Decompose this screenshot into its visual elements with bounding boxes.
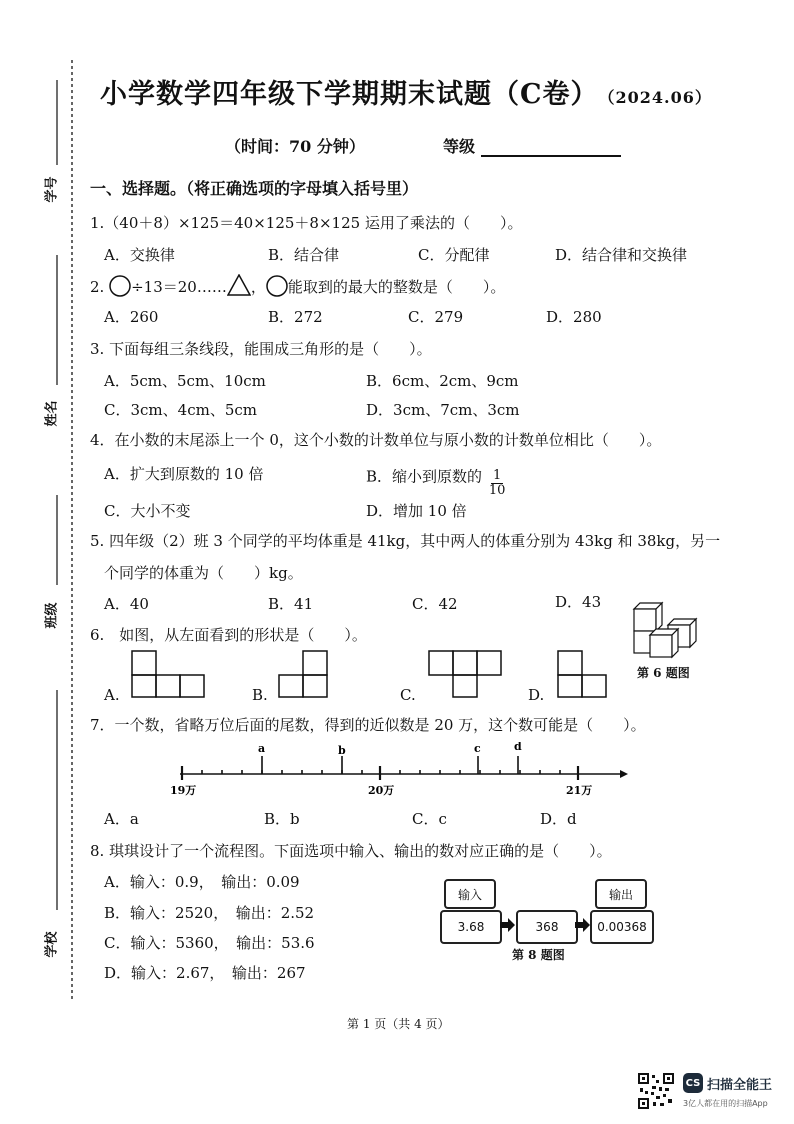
- scanner-logo-icon: CS: [683, 1073, 703, 1093]
- question-3: 3. 下面每组三条线段，能围成三角形的是（ ）。: [90, 340, 432, 358]
- triangle-icon: [227, 274, 251, 296]
- q7-option-d[interactable]: D．d: [540, 810, 577, 828]
- circle-icon: [266, 275, 288, 297]
- section-heading: 一、选择题。（将正确选项的字母填入括号里）: [90, 179, 419, 198]
- question-5: 5. 四年级（2）班 3 个同学的平均体重是 41kg，其中两人的体重分别为 43kg 和 38kg，另一: [90, 532, 721, 550]
- question-7: 7．一个数，省略万位后面的尾数，得到的近似数是 20 万，这个数可能是（ ）。: [90, 716, 646, 734]
- question-6: 6. 如图，从左面看到的形状是（ ）。: [90, 626, 367, 644]
- flow-input-label: 输入: [444, 879, 496, 909]
- label-name: 姓名: [44, 400, 60, 427]
- page-footer: 第 1 页（共 4 页）: [347, 1017, 450, 1031]
- q6-option-c[interactable]: C.: [400, 686, 416, 704]
- q6-option-d[interactable]: D.: [528, 686, 545, 704]
- point-b: b: [338, 744, 346, 757]
- binding-margin: [0, 0, 90, 1040]
- flow-input-box: 3.68: [440, 910, 502, 944]
- question-2: [90, 274, 505, 297]
- q8-option-c[interactable]: C．输入：5360， 输出：53.6: [104, 934, 315, 952]
- q2-tail: 能取到的最大的整数是（ ）。: [287, 278, 506, 296]
- q4-option-b[interactable]: [366, 463, 506, 498]
- fraction-denominator: 10: [488, 483, 506, 498]
- grade-label: 等级: [443, 137, 476, 156]
- q1-option-a[interactable]: A．交换律: [104, 246, 175, 264]
- q5-option-c[interactable]: C．42: [412, 595, 458, 613]
- label-student-id: 学号: [44, 176, 60, 203]
- flow-arrow-icon: [575, 918, 591, 932]
- flow-output-label: 输出: [595, 879, 647, 909]
- q4-option-a[interactable]: A．扩大到原数的 10 倍: [104, 465, 264, 483]
- q2-number: 2.: [90, 278, 105, 296]
- q6-shape-a: [130, 649, 206, 699]
- q5-option-a[interactable]: A．40: [104, 595, 149, 613]
- scanner-brand-name: 扫描全能王: [707, 1078, 773, 1093]
- q8-caption: 第 8 题图: [512, 948, 565, 962]
- q8-option-b[interactable]: B．输入：2520， 输出：2.52: [104, 904, 315, 922]
- point-d: d: [514, 742, 522, 753]
- q7-option-b[interactable]: B．b: [264, 810, 300, 828]
- exam-time: （时间：70 分钟）: [225, 137, 365, 156]
- q1-option-b[interactable]: B．结合律: [268, 246, 340, 264]
- q2-comma: ，: [250, 278, 266, 296]
- label-school: 学校: [44, 931, 60, 958]
- q6-cube-figure: [628, 601, 700, 659]
- fraction-numerator: 1: [492, 468, 502, 483]
- grade-blank[interactable]: [481, 141, 621, 157]
- point-c: c: [474, 742, 481, 755]
- q3-option-c[interactable]: C．3cm、4cm、5cm: [104, 401, 257, 419]
- q2-option-d[interactable]: D．280: [546, 308, 602, 326]
- q2-option-a[interactable]: A．260: [104, 308, 159, 326]
- q3-option-b[interactable]: B．6cm、2cm、9cm: [366, 372, 519, 390]
- q6-shape-b: [277, 649, 329, 699]
- circle-icon: [109, 275, 131, 297]
- q8-option-a[interactable]: A．输入：0.9， 输出：0.09: [104, 873, 300, 891]
- question-1: 1.（40＋8）×125＝40×125＋8×125 运用了乘法的（ ）。: [90, 214, 523, 232]
- q6-shape-d: [556, 649, 608, 699]
- q6-option-b[interactable]: B.: [252, 686, 268, 704]
- flow-middle-box: 368: [516, 910, 578, 944]
- q3-option-d[interactable]: D．3cm、7cm、3cm: [366, 401, 520, 419]
- q5-option-b[interactable]: B．41: [268, 595, 314, 613]
- q1-option-d[interactable]: D．结合律和交换律: [555, 246, 688, 264]
- q6-caption: 第 6 题图: [637, 666, 690, 680]
- tick-21wan: 21万: [566, 784, 593, 797]
- question-5-cont: 个同学的体重为（ ）kg。: [104, 564, 303, 582]
- q2-expr: ÷13＝20……: [131, 278, 227, 296]
- qr-code-icon: [637, 1072, 675, 1110]
- q8-option-d[interactable]: D．输入：2.67， 输出：267: [104, 964, 306, 982]
- q3-option-a[interactable]: A．5cm、5cm、10cm: [104, 372, 266, 390]
- tick-19wan: 19万: [170, 784, 197, 797]
- title-text: 小学数学四年级下学期期末试题（C卷）: [100, 79, 599, 110]
- number-line: [170, 742, 630, 800]
- q7-option-c[interactable]: C．c: [412, 810, 447, 828]
- question-8: 8. 琪琪设计了一个流程图。下面选项中输入、输出的数对应正确的是（ ）。: [90, 842, 612, 860]
- q1-option-c[interactable]: C．分配律: [418, 246, 490, 264]
- q4-option-d[interactable]: D．增加 10 倍: [366, 502, 467, 520]
- exam-title: [100, 72, 712, 111]
- label-class: 班级: [44, 602, 60, 629]
- q5-option-d[interactable]: D．43: [555, 593, 602, 611]
- question-4: 4．在小数的末尾添上一个 0，这个小数的计数单位与原小数的计数单位相比（ ）。: [90, 431, 662, 449]
- q2-option-c[interactable]: C．279: [408, 308, 464, 326]
- point-a: a: [258, 742, 266, 755]
- flow-arrow-icon: [500, 918, 516, 932]
- grade-field: [443, 134, 621, 157]
- q4-option-c[interactable]: C．大小不变: [104, 502, 191, 520]
- q6-shape-c: [427, 649, 503, 699]
- q4-option-b-text: B．缩小到原数的: [366, 467, 483, 486]
- q2-option-b[interactable]: B．272: [268, 308, 323, 326]
- q7-option-a[interactable]: A．a: [104, 810, 139, 828]
- q6-option-a[interactable]: A.: [104, 686, 120, 704]
- exam-date: （2024.06）: [606, 88, 712, 107]
- scanner-tagline: 3亿人都在用的扫描App: [683, 1099, 768, 1108]
- flow-output-box: 0.00368: [590, 910, 654, 944]
- tick-20wan: 20万: [368, 784, 395, 797]
- fraction: [489, 469, 506, 498]
